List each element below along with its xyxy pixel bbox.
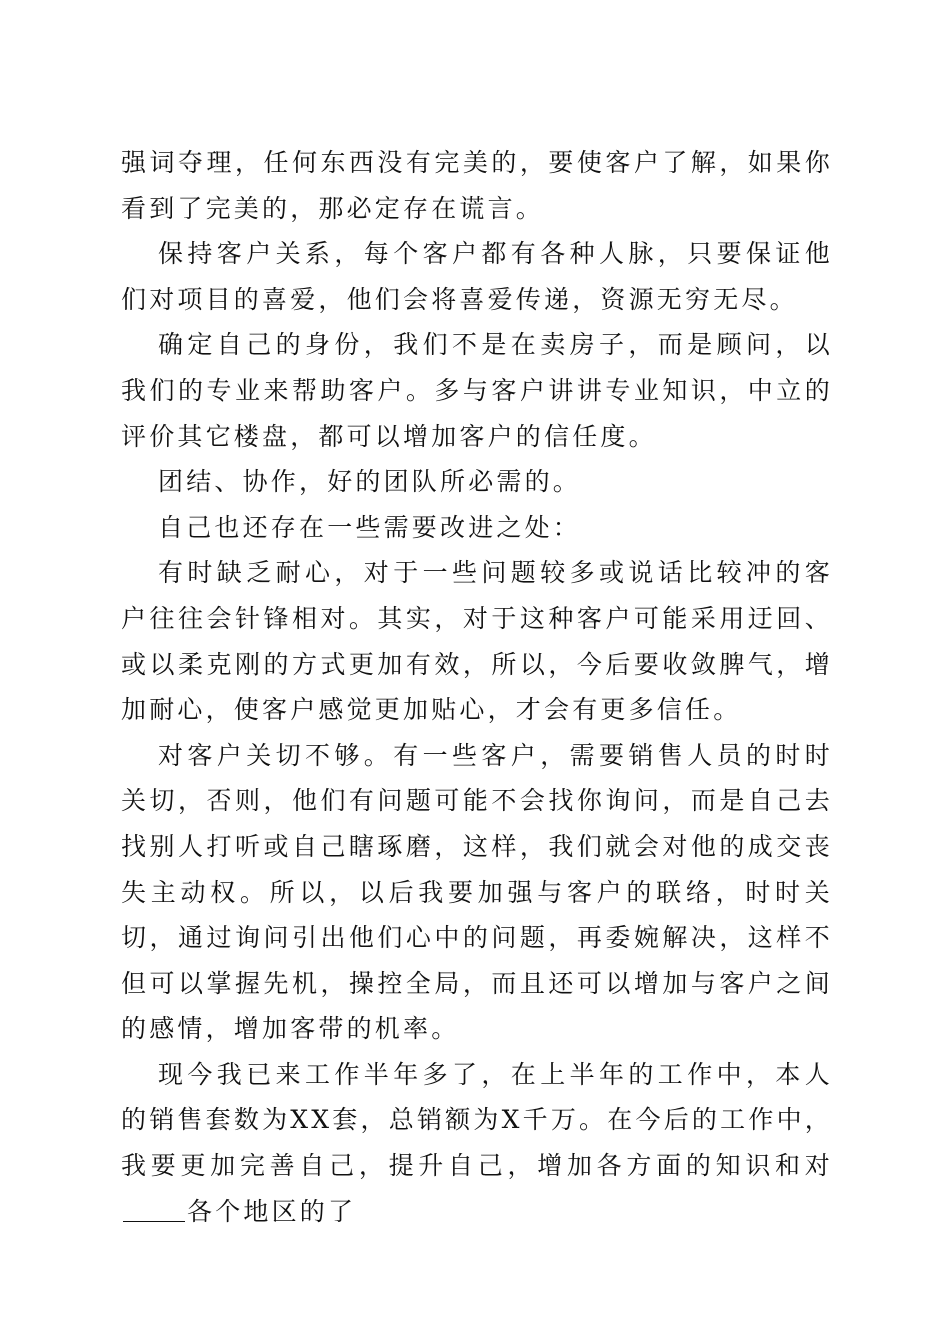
paragraph-8-text-after-blank: 各个地区的了 — [187, 1196, 357, 1226]
paragraph-6: 有时缺乏耐心，对于一些问题较多或说话比较冲的客户往往会针锋相对。其实，对于这种客户可能采用迂回、或以柔克刚的方式更加有效，所以，今后要收敛脾气，增加耐心，使客户感觉更加贴心，才会有更多信任。 — [121, 558, 833, 725]
document-body — [121, 140, 833, 1234]
paragraph-1: 强词夺理，任何东西没有完美的，要使客户了解，如果你看到了完美的，那必定存在谎言。 — [121, 148, 833, 223]
paragraph-4: 团结、协作，好的团队所必需的。 — [158, 467, 582, 497]
paragraph-7: 对客户关切不够。有一些客户，需要销售人员的时时关切，否则，他们有问题可能不会找你询问，而是自己去找别人打听或自己瞎琢磨，这样，我们就会对他的成交丧失主动权。所以，以后我要加强与客户的联络，时时关切，通过询问引出他们心中的问题，再委婉解决，这样不但可以掌握先机，操控全局，而且还可以增加与客户之间的感情，增加客带的机率。 — [121, 740, 833, 1044]
fill-in-blank-line — [123, 1196, 185, 1222]
paragraph-3: 确定自己的身份，我们不是在卖房子，而是顾问，以我们的专业来帮助客户。多与客户讲讲专业知识，中立的评价其它楼盘，都可以增加客户的信任度。 — [121, 330, 833, 451]
paragraph-5: 自己也还存在一些需要改进之处： — [158, 512, 582, 542]
paragraph-2: 保持客户关系，每个客户都有各种人脉，只要保证他们对项目的喜爱，他们会将喜爱传递，资源无穷无尽。 — [121, 239, 833, 314]
paragraph-8 — [121, 1052, 833, 1234]
paragraph-8-text-before-blank: 现今我已来工作半年多了，在上半年的工作中，本人的销售套数为XX套，总销额为X千万。在今后的工作中，我要更加完善自己，提升自己，增加各方面的知识和对 — [121, 1059, 833, 1181]
